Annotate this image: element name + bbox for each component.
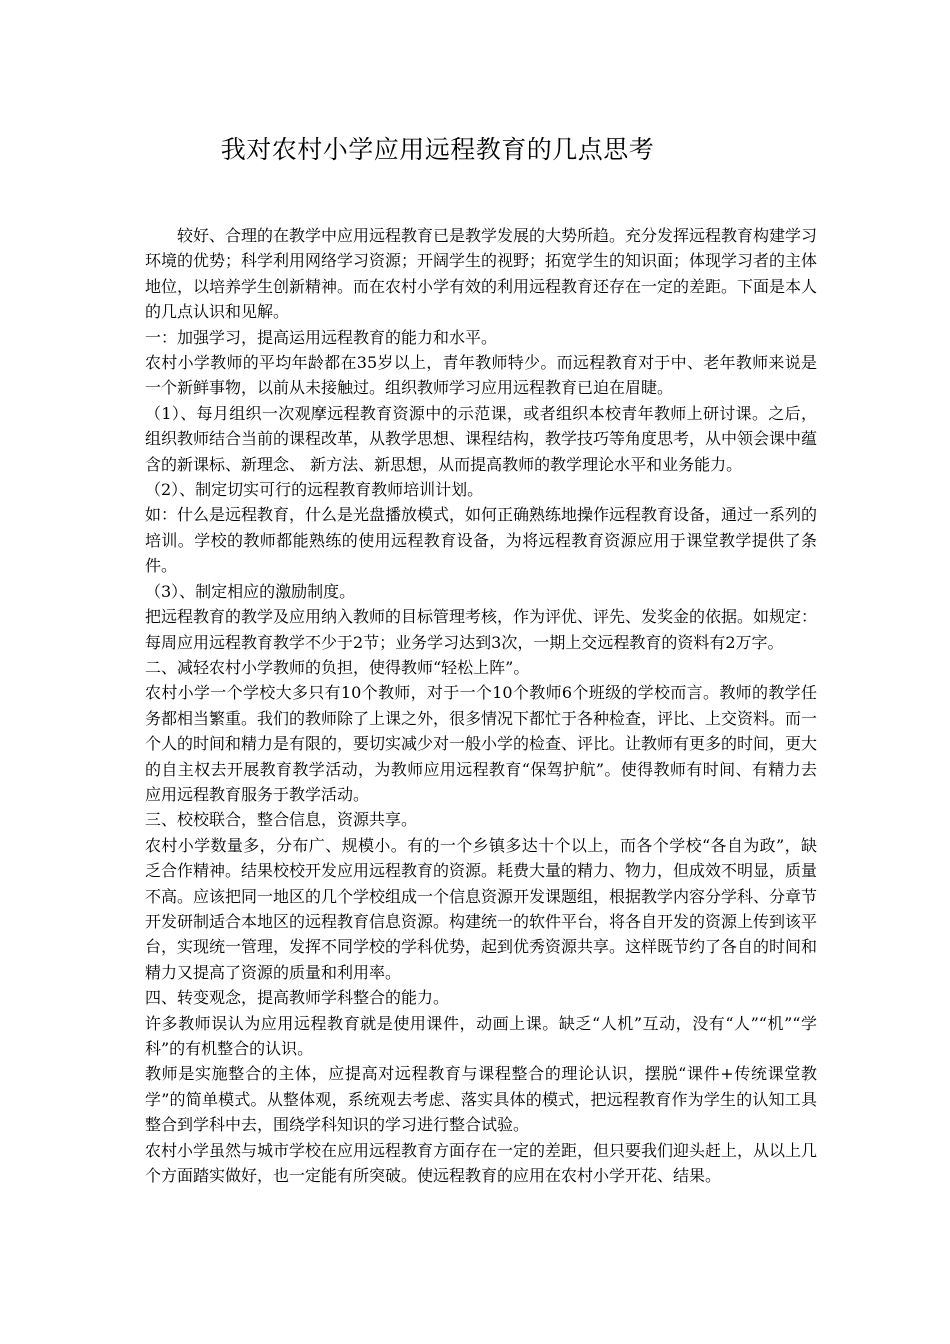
body-paragraph: 农村小学一个学校大多只有10个教师，对于一个10个教师6个班级的学校而言。教师的教学任务都相当繁重。我们的教师除了上课之外，很多情况下都忙于各种检查，评比、上交资料。而一个人的时间和精力是有限的，要切实减少对一般小学的检查、评比。让教师有更多的时间，更大的自主权去开展教育教学活动，为教师应用远程教育“保驾护航”。使得教师有时间、有精力去应用远程教育服务于教学活动。 [145, 683, 818, 804]
section-heading-4: 四、转变观念，提高教师学科整合的能力。 [145, 988, 450, 1008]
section-heading-2: 二、减轻农村小学教师的负担，使得教师“轻松上阵”。 [145, 657, 530, 677]
sub-item-1: （1）、每月组织一次观摩远程教育资源中的示范课，或者组织本校青年教师上研讨课。之后，组织教师结合当前的课程改革，从教学思想、课程结构，教学技巧等角度思考，从中领会课中蕴含的新课标、新理念、 新方法、新思想，从而提高教师的教学理论水平和业务能力。 [145, 403, 818, 474]
sub-item-3-heading: （3）、制定相应的激励制度。 [145, 581, 356, 601]
document-title: 我对农村小学应用远程教育的几点思考 [220, 135, 655, 164]
document-body [145, 223, 817, 1188]
intro-paragraph: 较好、合理的在教学中应用远程教育已是教学发展的大势所趋。充分发挥远程教育构建学习环境的优势；科学利用网络学习资源；开阔学生的视野；拓宽学生的知识面；体现学习者的主体地位，以培养学生创新精神。而在农村小学有效的利用远程教育还存在一定的差距。下面是本人的几点认识和见解。 [145, 226, 818, 322]
section-heading-3: 三、校校联合，整合信息，资源共享。 [145, 810, 418, 830]
body-paragraph: 农村小学数量多，分布广、规模小。有的一个乡镇多达十个以上，而各个学校“各自为政”，缺乏合作精神。结果校校开发应用远程教育的资源。耗费大量的精力、物力，但成效不明显，质量不高。应该把同一地区的几个学校组成一个信息资源开发课题组，根据教学内容分学科、分章节开发研制适合本地区的远程教育信息资源。构建统一的软件平台，将各自开发的资源上传到该平台，实现统一管理，发挥不同学校的学科优势，起到优秀资源共享。这样既节约了各自的时间和精力又提高了资源的质量和利用率。 [145, 835, 818, 982]
body-paragraph: 如：什么是远程教育，什么是光盘播放模式，如何正确熟练地操作远程教育设备，通过一系列的培训。学校的教师都能熟练的使用远程教育设备，为将远程教育资源应用于课堂教学提供了条件。 [145, 505, 818, 576]
body-paragraph: 教师是实施整合的主体，应提高对远程教育与课程整合的理论认识，摆脱“课件+传统课堂教学”的简单模式。从整体观，系统观去考虑、落实具体的模式，把远程教育作为学生的认知工具整合到学科中去，围绕学科知识的学习进行整合试验。 [145, 1064, 817, 1135]
conclusion-paragraph: 农村小学虽然与城市学校在应用远程教育方面存在一定的差距，但只要我们迎头赶上，从以上几个方面踏实做好，也一定能有所突破。使远程教育的应用在农村小学开花、结果。 [145, 1140, 818, 1186]
body-paragraph: 许多教师误认为应用远程教育就是使用课件，动画上课。缺乏“人机”互动，没有“人”“机”“学科”的有机整合的认识。 [145, 1013, 817, 1058]
body-paragraph: 把远程教育的教学及应用纳入教师的目标管理考核，作为评优、评先、发奖金的依据。如规定：每周应用远程教育教学不少于2节；业务学习达到3次，一期上交远程教育的资料有2万字。 [145, 607, 818, 652]
sub-item-2-heading: （2）、制定切实可行的远程教育教师培训计划。 [145, 480, 484, 500]
section-heading-1: 一：加强学习，提高运用远程教育的能力和水平。 [145, 327, 498, 347]
body-paragraph: 农村小学教师的平均年龄都在35岁以上，青年教师特少。而远程教育对于中、老年教师来说是一个新鲜事物，以前从未接触过。组织教师学习应用远程教育已迫在眉睫。 [145, 353, 817, 398]
